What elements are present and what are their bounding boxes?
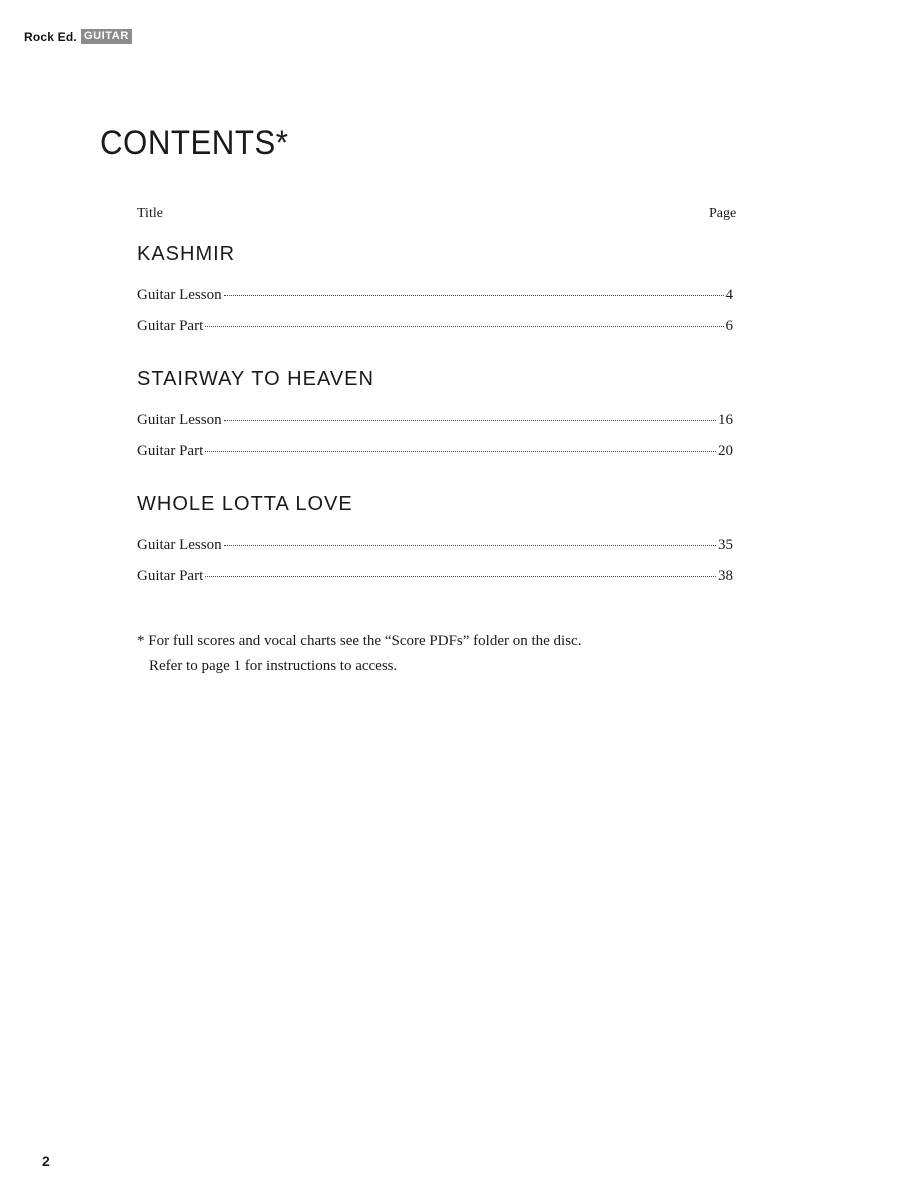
column-header-page: Page [709, 206, 737, 221]
page-title: CONTENTS* [100, 124, 289, 162]
brand-header [24, 29, 132, 44]
section-heading-stairway-to-heaven: STAIRWAY TO HEAVEN [137, 368, 374, 390]
dot-leader [205, 326, 723, 327]
toc-entry-label: Guitar Lesson [137, 287, 222, 303]
page-number: 2 [42, 1153, 50, 1169]
toc-entry-page: 38 [718, 568, 733, 584]
toc-entry-label: Guitar Lesson [137, 412, 222, 428]
footnote-line-2: Refer to page 1 for instructions to access. [149, 658, 398, 674]
toc-entry[interactable] [137, 412, 733, 429]
toc-entry-label: Guitar Part [137, 443, 204, 459]
toc-entry-page: 20 [718, 443, 733, 459]
column-header-title: Title [137, 206, 163, 221]
toc-entry-label: Guitar Part [137, 318, 204, 334]
section-heading-kashmir: KASHMIR [137, 243, 236, 265]
toc-entry[interactable] [137, 537, 733, 554]
footnote-line-1: * For full scores and vocal charts see the “Score PDFs” folder on the disc. [137, 633, 582, 649]
toc-entry[interactable] [137, 287, 733, 304]
dot-leader [205, 576, 716, 577]
footnote [137, 629, 581, 679]
toc-entry[interactable] [137, 318, 733, 335]
brand-name: Rock Ed. [24, 29, 77, 44]
toc-entry-page: 35 [718, 537, 733, 553]
toc-entry-page: 4 [725, 287, 733, 303]
toc-entry-page: 6 [725, 318, 733, 334]
toc-entry-label: Guitar Lesson [137, 537, 222, 553]
dot-leader [224, 545, 716, 546]
dot-leader [224, 420, 716, 421]
toc-entry[interactable] [137, 443, 733, 460]
section-heading-whole-lotta-love: WHOLE LOTTA LOVE [137, 493, 353, 515]
toc-entry-label: Guitar Part [137, 568, 204, 584]
toc-entry[interactable] [137, 568, 733, 585]
brand-tag: GUITAR [81, 29, 132, 44]
dot-leader [224, 295, 724, 296]
toc-entry-page: 16 [718, 412, 733, 428]
dot-leader [205, 451, 716, 452]
